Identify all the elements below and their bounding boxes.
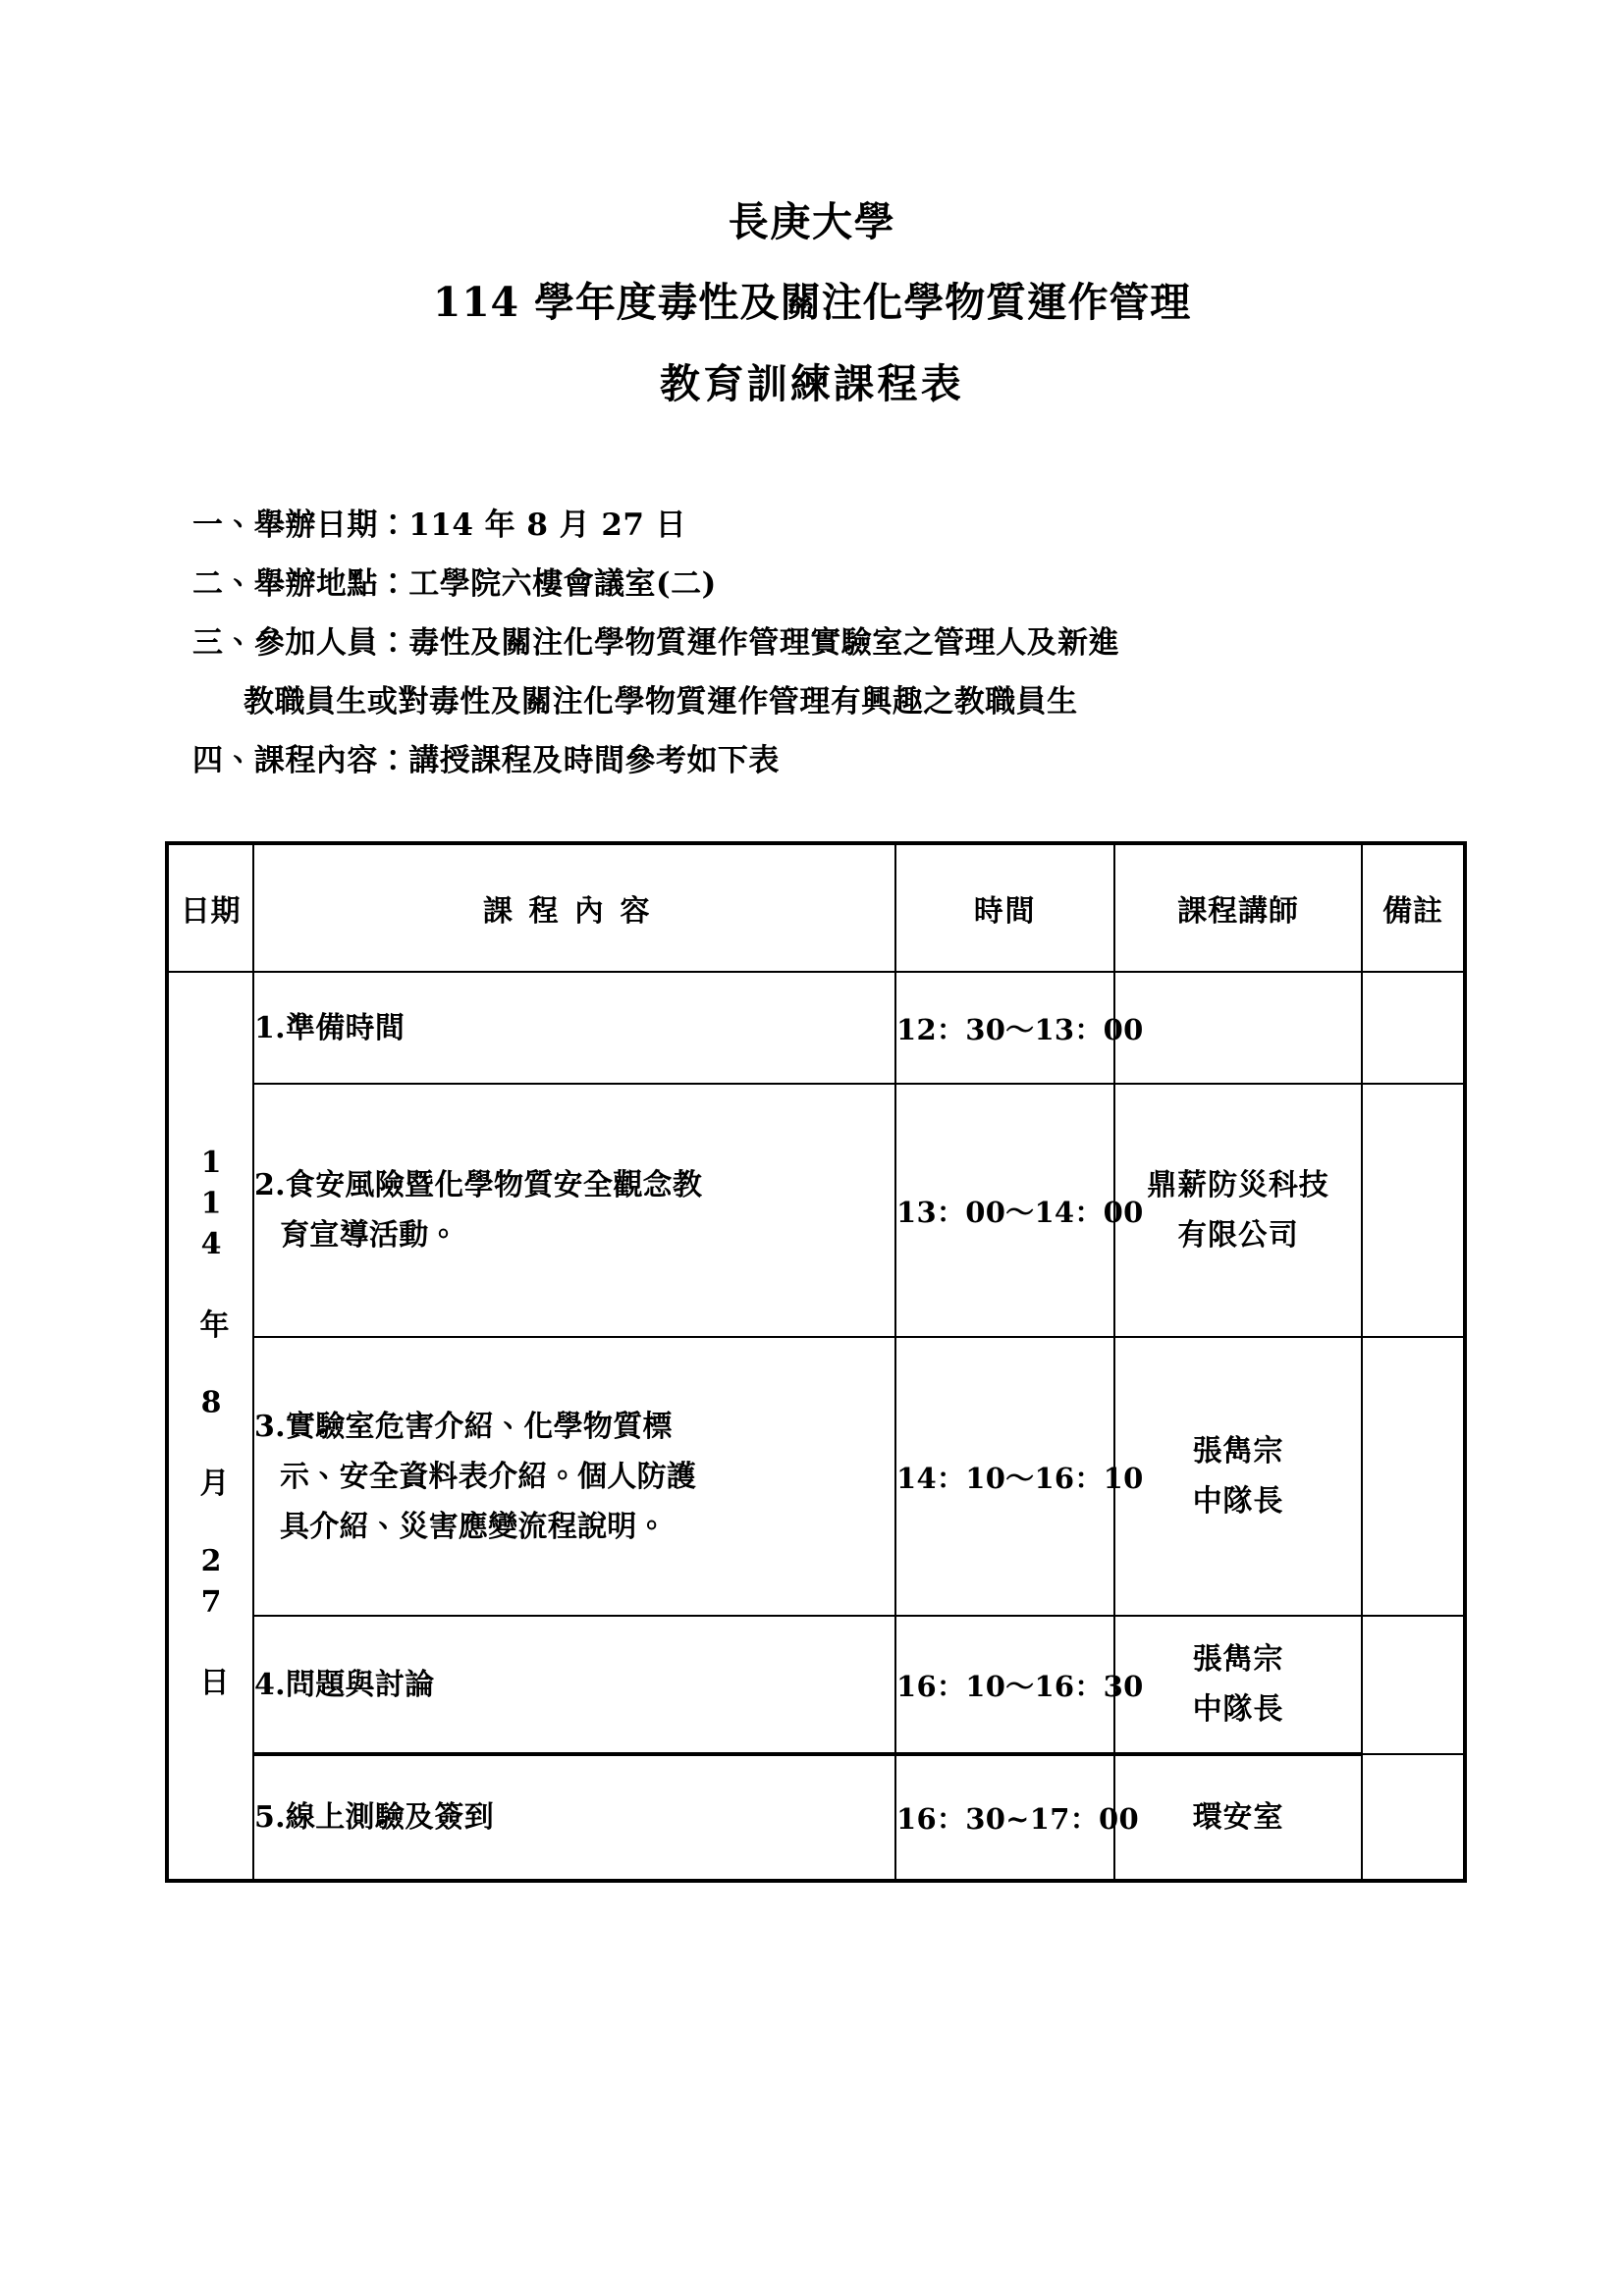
column-header-date: 日期 bbox=[167, 843, 253, 972]
column-header-lecturer: 課程講師 bbox=[1114, 843, 1362, 972]
lecturer-line: 環安室 bbox=[1192, 1800, 1284, 1835]
content-line: 具介紹、災害應變流程說明。 bbox=[280, 1509, 667, 1544]
info-item-date: 一、舉辦日期：114 年 8 月 27 日 bbox=[192, 507, 687, 543]
lecturer-cell bbox=[1114, 1616, 1362, 1754]
content-line: 5.線上測驗及簽到 bbox=[254, 1800, 495, 1835]
page-title-subject: 教育訓練課程表 bbox=[660, 360, 964, 407]
info-item-participants-continued: 教職員生或對毒性及關注化學物質運作管理有興趣之教職員生 bbox=[244, 684, 1078, 720]
table-row bbox=[167, 972, 1465, 1084]
info-item-location: 二、舉辦地點：工學院六樓會議室(二) bbox=[192, 566, 717, 602]
lecturer-line: 張雋宗 bbox=[1192, 1642, 1284, 1677]
schedule-table bbox=[165, 841, 1467, 1883]
time-cell: 16：10～16：30 bbox=[895, 1616, 1114, 1754]
content-cell bbox=[253, 1616, 895, 1754]
lecturer-line: 中隊長 bbox=[1192, 1692, 1284, 1727]
table-header-row bbox=[167, 843, 1465, 972]
table-row bbox=[167, 1084, 1465, 1337]
time-cell: 13：00～14：00 bbox=[895, 1084, 1114, 1337]
date-vertical-label: 114 年 8 月 27 日 bbox=[193, 1145, 229, 1703]
lecturer-line: 有限公司 bbox=[1177, 1218, 1299, 1253]
content-cell bbox=[253, 1084, 895, 1337]
content-line: 育宣導活動。 bbox=[280, 1218, 459, 1253]
time-cell: 12：30～13：00 bbox=[895, 972, 1114, 1084]
column-header-content: 課程內容 bbox=[253, 843, 895, 972]
info-item-course-content: 四、課程內容：講授課程及時間參考如下表 bbox=[192, 743, 780, 778]
page-title-organization: 長庚大學 bbox=[728, 198, 896, 245]
content-cell bbox=[253, 972, 895, 1084]
info-list bbox=[192, 507, 1469, 778]
column-header-note: 備註 bbox=[1362, 843, 1465, 972]
time-cell: 14：10～16：10 bbox=[895, 1337, 1114, 1616]
content-cell bbox=[253, 1337, 895, 1616]
content-line: 示、安全資料表介紹。個人防護 bbox=[280, 1459, 697, 1494]
content-line: 3.實驗室危害介紹、化學物質標 bbox=[254, 1409, 673, 1444]
content-line: 1.準備時間 bbox=[254, 1010, 406, 1045]
title-block bbox=[0, 198, 1624, 407]
content-line: 4.問題與討論 bbox=[254, 1667, 435, 1702]
info-item-participants: 三、參加人員：毒性及關注化學物質運作管理實驗室之管理人及新進 bbox=[192, 625, 1119, 661]
lecturer-cell bbox=[1114, 972, 1362, 1084]
note-cell bbox=[1362, 1337, 1465, 1616]
page-title-program: 114 學年度毒性及關注化學物質運作管理 bbox=[432, 279, 1192, 326]
schedule-table-wrapper bbox=[165, 841, 1463, 1883]
lecturer-line: 中隊長 bbox=[1192, 1484, 1284, 1519]
date-cell bbox=[167, 972, 253, 1881]
note-cell bbox=[1362, 1616, 1465, 1754]
content-line: 2.食安風險暨化學物質安全觀念教 bbox=[254, 1168, 703, 1202]
column-header-time: 時間 bbox=[895, 843, 1114, 972]
table-row bbox=[167, 1337, 1465, 1616]
note-cell bbox=[1362, 1084, 1465, 1337]
schedule-table-body bbox=[167, 972, 1465, 1881]
table-row bbox=[167, 1754, 1465, 1881]
note-cell bbox=[1362, 1754, 1465, 1881]
note-cell bbox=[1362, 972, 1465, 1084]
lecturer-line: 鼎薪防災科技 bbox=[1147, 1168, 1329, 1202]
table-row bbox=[167, 1616, 1465, 1754]
content-cell bbox=[253, 1754, 895, 1881]
time-cell: 16：30~17：00 bbox=[895, 1754, 1114, 1881]
lecturer-cell bbox=[1114, 1084, 1362, 1337]
lecturer-cell bbox=[1114, 1337, 1362, 1616]
lecturer-line: 張雋宗 bbox=[1192, 1434, 1284, 1468]
lecturer-cell bbox=[1114, 1754, 1362, 1881]
